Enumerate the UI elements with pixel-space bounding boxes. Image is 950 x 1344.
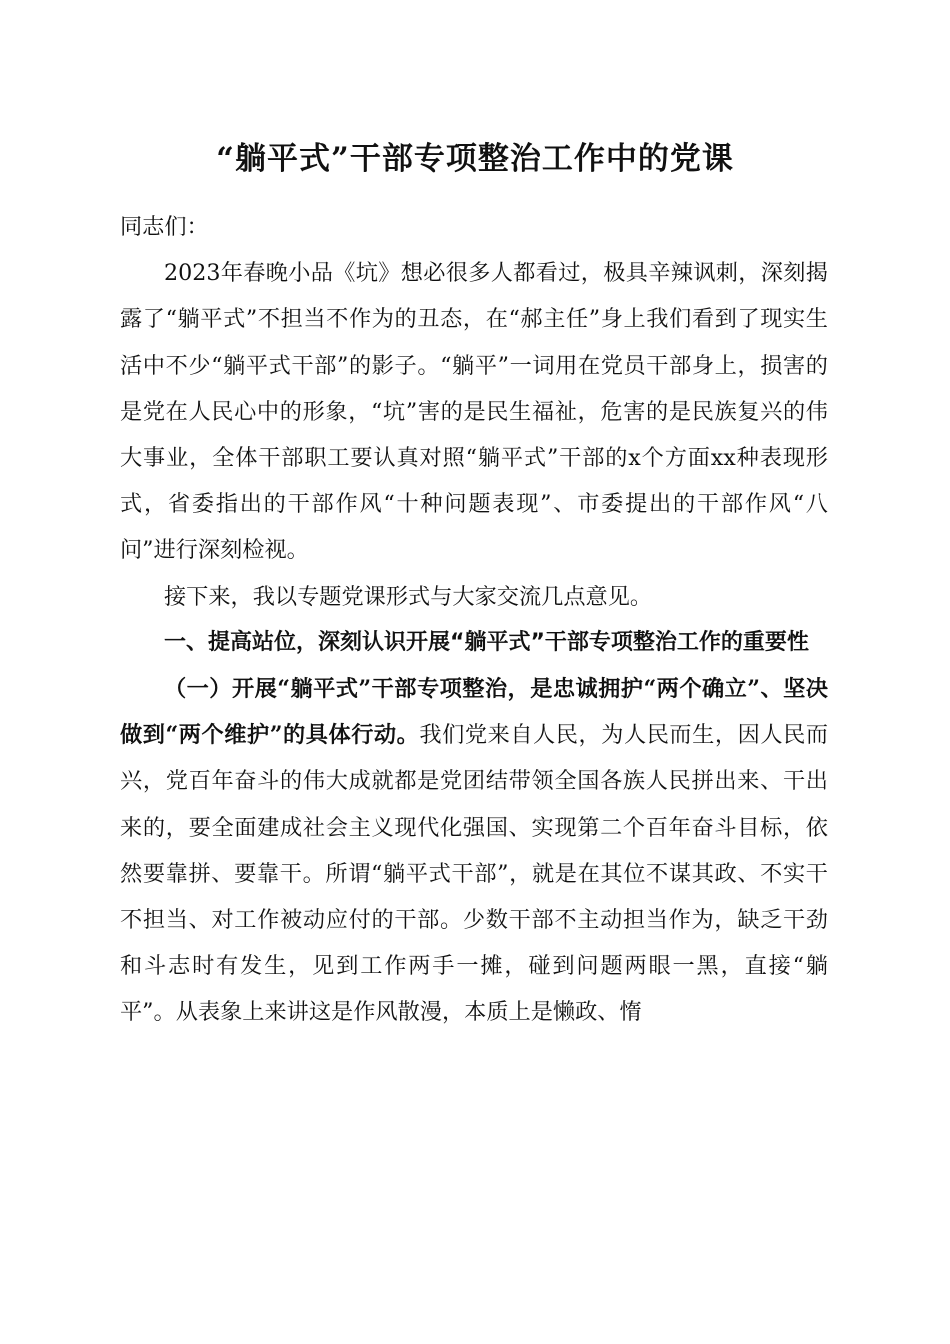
subsection-1-label: （一）开展“躺平式”干部专项整治，是忠诚拥护“两个确立”、坚决做到“两个维护”的具体行动。 bbox=[120, 676, 828, 749]
section-1-heading: 一、提高站位，深刻认识开展“躺平式”干部专项整治工作的重要性 bbox=[164, 629, 809, 655]
transition-paragraph: 接下来，我以专题党课形式与大家交流几点意见。 bbox=[164, 583, 653, 610]
document-title: “躺平式”干部专项整治工作中的党课 bbox=[216, 141, 734, 177]
document-body bbox=[120, 204, 828, 1036]
subsection-1-text: 我们党来自人民，为人民而生，因人民而兴，党百年奋斗的伟大成就都是党团结带领全国各族人民拼出来、干出来的，要全面建成社会主义现代化强国、实现第二个百年奋斗目标，依然要靠拼、要靠干。所谓“躺平式干部”，就是在其位不谋其政、不实干不担当、对工作被动应付的干部。少数干部不主动担当作为，缺乏干劲和斗志时有发生，见到工作两手一摊，碰到问题两眼一黑，直接“躺平”。从表象上来讲这是作风散漫，本质上是懒政、惰 bbox=[120, 722, 829, 1026]
salutation: 同志们： bbox=[120, 214, 209, 240]
intro-paragraph: 2023年春晚小品《坑》想必很多人都看过，极具辛辣讽刺，深刻揭露了“躺平式”不担当不作为的丑态，在“郝主任”身上我们看到了现实生活中不少“躺平式干部”的影子。“躺平”一词用在党员干部身上，损害的是党在人民心中的形象，“坑”害的是民生福祉，危害的是民族复兴的伟大事业，全体干部职工要认真对照“躺平式”干部的x个方面xx种表现形式，省委指出的干部作风“十种问题表现”、市委提出的干部作风“八问”进行深刻检视。 bbox=[120, 260, 828, 564]
section-1-subsection-1 bbox=[120, 666, 828, 1036]
